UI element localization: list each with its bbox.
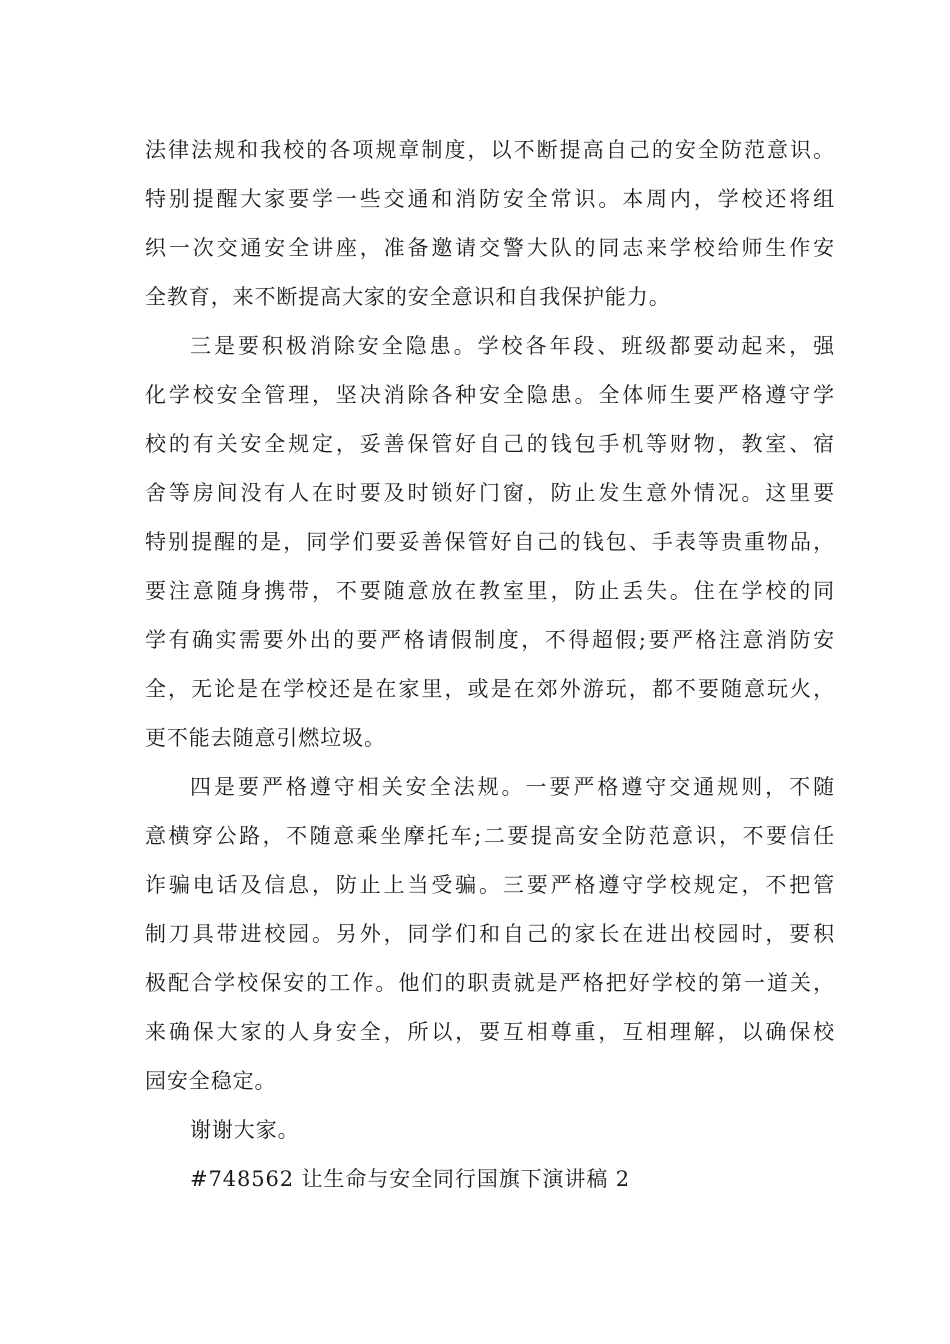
text-line: 舍等房间没有人在时要及时锁好门窗，防止发生意外情况。这里要 [145, 481, 835, 505]
text-line: 法律法规和我校的各项规章制度，以不断提高自己的安全防范意识。 [145, 138, 835, 162]
text-line: 谢谢大家。 [190, 1118, 300, 1142]
text-line: 来确保大家的人身安全，所以，要互相尊重，互相理解，以确保校 [145, 1020, 835, 1044]
text-line: 极配合学校保安的工作。他们的职责就是严格把好学校的第一道关， [145, 971, 835, 995]
text-line: 诈骗电话及信息，防止上当受骗。三要严格遵守学校规定，不把管 [145, 873, 835, 897]
text-line: #748562 让生命与安全同行国旗下演讲稿 2 [190, 1167, 631, 1191]
text-line: 化学校安全管理，坚决消除各种安全隐患。全体师生要严格遵守学 [145, 383, 835, 407]
text-line: 全教育，来不断提高大家的安全意识和自我保护能力。 [145, 285, 671, 309]
text-line: 学有确实需要外出的要严格请假制度，不得超假;要严格注意消防安 [145, 628, 835, 652]
text-line: 意横穿公路，不随意乘坐摩托车;二要提高安全防范意识，不要信任 [145, 824, 835, 848]
text-line: 特别提醒的是，同学们要妥善保管好自己的钱包、手表等贵重物品， [145, 530, 835, 554]
text-line: 四是要严格遵守相关安全法规。一要严格遵守交通规则，不随 [190, 775, 835, 799]
text-line: 织一次交通安全讲座，准备邀请交警大队的同志来学校给师生作安 [145, 236, 835, 260]
text-line: 更不能去随意引燃垃圾。 [145, 726, 386, 750]
text-line: 全，无论是在学校还是在家里，或是在郊外游玩，都不要随意玩火， [145, 677, 835, 701]
body-text [145, 126, 835, 1204]
text-line: 特别提醒大家要学一些交通和消防安全常识。本周内，学校还将组 [145, 187, 835, 211]
text-line: 三是要积极消除安全隐患。学校各年段、班级都要动起来，强 [190, 334, 835, 358]
text-line: 校的有关安全规定，妥善保管好自己的钱包手机等财物，教室、宿 [145, 432, 835, 456]
text-line: 要注意随身携带，不要随意放在教室里，防止丢失。住在学校的同 [145, 579, 835, 603]
text-line: 制刀具带进校园。另外，同学们和自己的家长在进出校园时，要积 [145, 922, 835, 946]
text-line: 园安全稳定。 [145, 1069, 277, 1093]
